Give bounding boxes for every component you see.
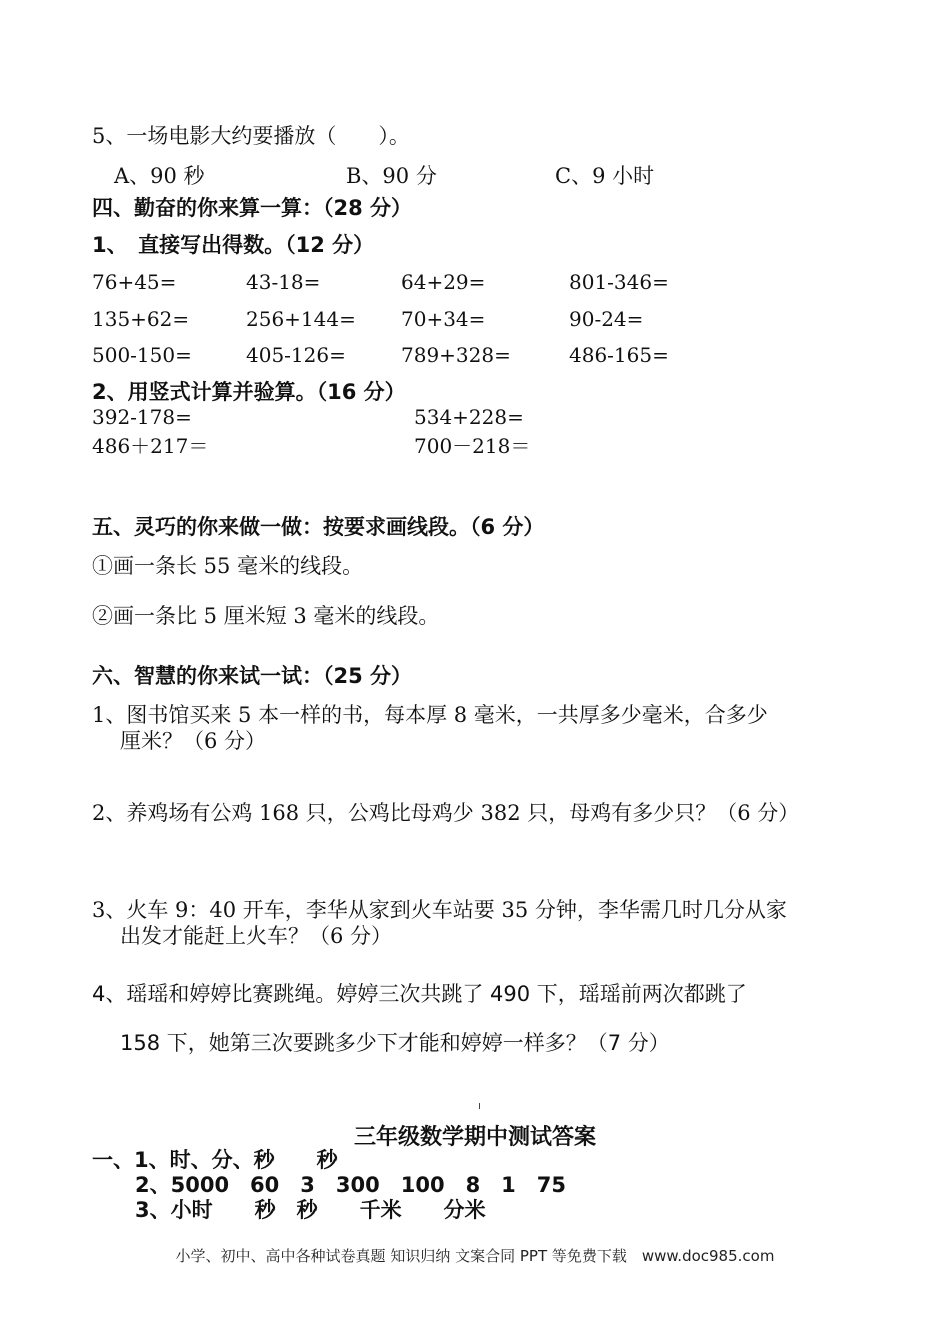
option-b: B、90 分 — [346, 164, 437, 188]
section-6-heading: 六、智慧的你来试一试：（25 分） — [92, 664, 413, 688]
problem-1-line-2: 厘米？（6 分） — [120, 729, 267, 753]
problem-4-line-2: 158 下，她第三次要跳多少下才能和婷婷一样多？（7 分） — [120, 1031, 670, 1055]
section-5-item-1: ①画一条长 55 毫米的线段。 — [92, 554, 364, 578]
section-5-item-2: ②画一条比 5 厘米短 3 毫米的线段。 — [92, 604, 440, 628]
calc-cell: 486-165= — [569, 343, 669, 367]
section-4-heading: 四、勤奋的你来算一算：（28 分） — [92, 196, 413, 220]
calc-cell: 789+328= — [401, 343, 511, 367]
calc-cell: 135+62= — [92, 307, 190, 331]
section-5-heading: 五、灵巧的你来做一做：按要求画线段。（6 分） — [92, 515, 545, 539]
calc-cell: 256+144= — [246, 307, 356, 331]
calc-cell: 43-18= — [246, 270, 321, 294]
section-4-part-1-heading: 1、 直接写出得数。（12 分） — [92, 233, 375, 257]
page-break-mark — [479, 1103, 480, 1109]
section-4-part-2-heading: 2、用竖式计算并验算。（16 分） — [92, 380, 406, 404]
problem-2: 2、养鸡场有公鸡 168 只，公鸡比母鸡少 382 只，母鸡有多少只？（6 分） — [92, 801, 800, 825]
calc-cell: 70+34= — [401, 307, 486, 331]
problem-3-line-2: 出发才能赶上火车？（6 分） — [120, 924, 393, 948]
question-5-stem: 5、一场电影大约要播放（ ）。 — [92, 124, 410, 148]
page-footer: 小学、初中、高中各种试卷真题 知识归纳 文案合同 PPT 等免费下载 www.doc985.com — [175, 1247, 775, 1265]
calc-cell: 405-126= — [246, 343, 346, 367]
problem-4-line-1: 4、瑶瑶和婷婷比赛跳绳。婷婷三次共跳了 490 下，瑶瑶前两次都跳了 — [92, 982, 747, 1006]
problem-3-line-1: 3、火车 9：40 开车，李华从家到火车站要 35 分钟，李华需几时几分从家 — [92, 898, 787, 922]
vertical-calc-item: 486＋217＝ — [92, 434, 209, 458]
calc-cell: 90-24= — [569, 307, 644, 331]
option-c: C、9 小时 — [555, 164, 655, 188]
calc-cell: 76+45= — [92, 270, 177, 294]
vertical-calc-item: 392-178= — [92, 405, 192, 429]
answer-line-3: 3、小时 秒 秒 千米 分米 — [135, 1198, 486, 1222]
vertical-calc-item: 534+228= — [414, 405, 524, 429]
calc-cell: 64+29= — [401, 270, 486, 294]
problem-1-line-1: 1、图书馆买来 5 本一样的书，每本厚 8 毫米，一共厚多少毫米，合多少 — [92, 703, 768, 727]
calc-cell: 801-346= — [569, 270, 669, 294]
answer-line-1: 一、1、时、分、秒 秒 — [92, 1148, 338, 1172]
answer-line-2: 2、5000 60 3 300 100 8 1 75 — [135, 1173, 567, 1197]
option-a: A、90 秒 — [114, 164, 205, 188]
vertical-calc-item: 700－218＝ — [414, 434, 531, 458]
calc-cell: 500-150= — [92, 343, 192, 367]
answer-key-title: 三年级数学期中测试答案 — [353, 1125, 596, 1150]
